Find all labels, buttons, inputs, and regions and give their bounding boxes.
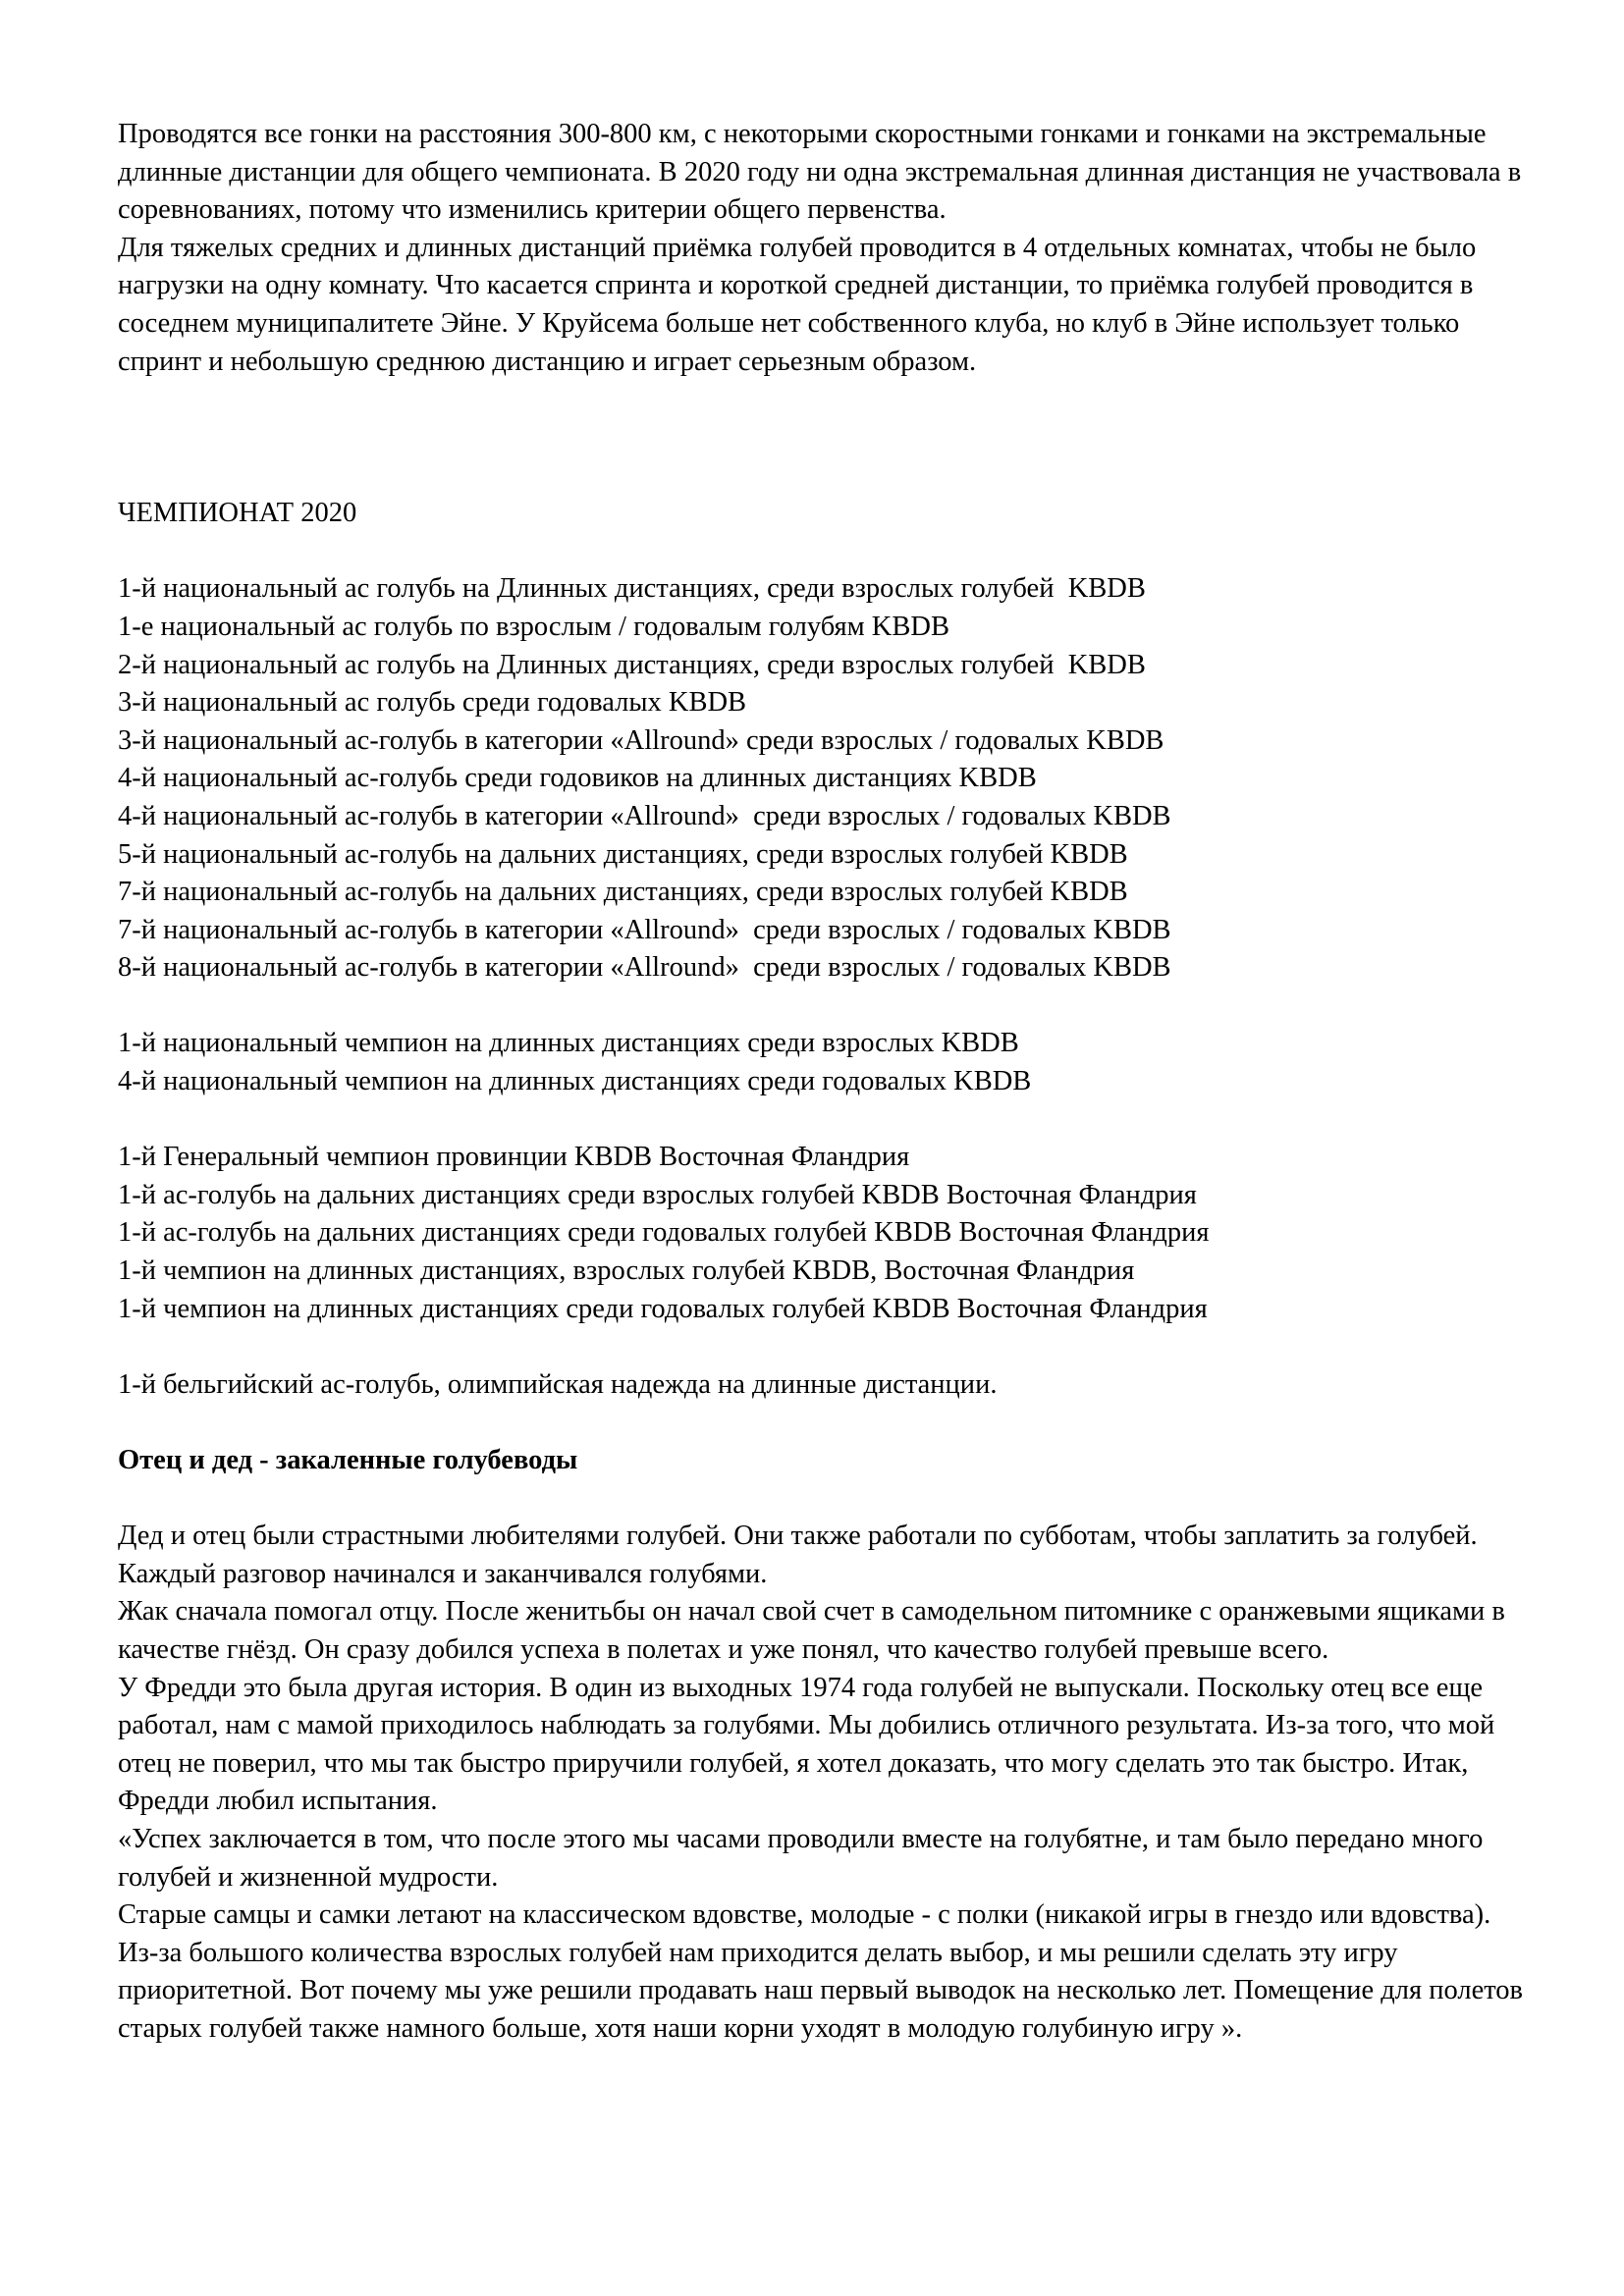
section-heading: Отец и дед - закаленные голубеводы [118,1445,578,1475]
body-paragraph: Старые самцы и самки летают на классическом вдовстве, молодые - с полки (никакой игры в гнездо или вдовства). Из-за большого количества взрослых голубей нам приходится делать выбор, и мы решили сделать эту игру приоритетной. Вот почему мы уже решили продавать наш первый выводок на несколько лет. Помещение для полетов старых голубей также намного больше, хотя наши корни уходят в молодую голубиную игру ». [118,1899,1524,2044]
spacer [118,1404,1532,1442]
body-paragraph: Жак сначала помогал отцу. После женитьбы он начал свой счет в самодельном питомнике с оранжевыми ящиками в качестве гнёзд. Он сразу добился успеха в полетах и уже понял, что качество голубей превыше всего. [118,1596,1505,1665]
intro-paragraph: Проводятся все гонки на расстояния 300-800 км, с некоторыми скоростными гонками и гонками на экстремальные длинные дистанции для общего чемпионата. В 2020 году ни одна экстремальная длинная дистанция не участвовала в соревнованиях, потому что изменились критерии общего первенства. [118,119,1522,226]
list-item: 4-й национальный ас-голубь в категории «Allround» среди взрослых / годовалых KBDB [118,800,1171,831]
spacer [118,1328,1532,1366]
list-item: 1-й национальный чемпион на длинных дистанциях среди взрослых KBDB [118,1028,1019,1059]
body-paragraph: «Успех заключается в том, что после этого мы часами проводили вместе на голубятне, и там было передано много голубей и жизненной мудрости. [118,1823,1484,1893]
list-item: 4-й национальный ас-голубь среди годовиков на длинных дистанциях KBDB [118,763,1037,794]
section-body [118,1518,1532,2048]
list-item: 1-й ас-голубь на дальних дистанциях среди годовалых голубей KBDB Восточная Фландрия [118,1217,1210,1249]
list-item: 4-й национальный чемпион на длинных дистанциях среди годовалых KBDB [118,1066,1032,1097]
list-item: 8-й национальный ас-голубь в категории «Allround» среди взрослых / годовалых KBDB [118,952,1171,984]
list-item: 1-й Генеральный чемпион провинции KBDB Восточная Фландрия [118,1142,910,1173]
spacer [118,1101,1532,1140]
list-item: 1-й национальный ас голубь на Длинных дистанциях, среди взрослых голубей KBDB [118,573,1146,605]
champion-list [118,1025,1532,1100]
spacer [118,1480,1532,1519]
list-item: 3-й национальный ас-голубь в категории «Allround» среди взрослых / годовалых KBDB [118,724,1164,756]
intro-paragraph: Для тяжелых средних и длинных дистанций приёмка голубей проводится в 4 отдельных комнатах, чтобы не было нагрузки на одну комнату. Что касается спринта и короткой средней дистанции, то приёмка голубей проводится в соседнем муниципалитете Эйне. У Круйсема больше нет собственного клуба, но клуб в Эйне использует только спринт и небольшую среднюю дистанцию и играет серьезным образом. [118,232,1477,377]
championship-title: ЧЕМПИОНАТ 2020 [118,498,357,529]
olympic-line: 1-й бельгийский ас-голубь, олимпийская надежда на длинные дистанции. [118,1368,998,1400]
list-item: 1-е национальный ас голубь по взрослым / годовалым голубям KBDB [118,611,949,642]
list-item: 1-й чемпион на длинных дистанциях среди годовалых голубей KBDB Восточная Фландрия [118,1293,1208,1324]
list-item: 1-й ас-голубь на дальних дистанциях среди взрослых голубей KBDB Восточная Фландрия [118,1179,1197,1210]
list-item: 3-й национальный ас голубь среди годовалых KBDB [118,687,747,719]
list-item: 5-й национальный ас-голубь на дальних дистанциях, среди взрослых голубей KBDB [118,838,1128,870]
body-paragraph: У Фредди это была другая история. В один из выходных 1974 года голубей не выпускали. Поскольку отец все еще работал, нам с мамой приходилось наблюдать за голубями. Мы добились отличного результата. Из-за того, что мой отец не поверил, что мы так быстро приручили голубей, я хотел доказать, что могу сделать это так быстро. Итак, Фредди любил испытания. [118,1672,1495,1817]
spacer [118,381,1532,495]
ace-list [118,570,1532,988]
list-item: 1-й чемпион на длинных дистанциях, взрослых голубей KBDB, Восточная Фландрия [118,1255,1135,1287]
document-page [118,116,1532,2049]
body-paragraph: Дед и отец были страстными любителями голубей. Они также работали по субботам, чтобы заплатить за голубей. Каждый разговор начинался и заканчивался голубями. [118,1521,1478,1589]
list-item: 2-й национальный ас голубь на Длинных дистанциях, среди взрослых голубей KBDB [118,649,1146,680]
spacer [118,533,1532,571]
province-list [118,1139,1532,1328]
list-item: 7-й национальный ас-голубь на дальних дистанциях, среди взрослых голубей KBDB [118,877,1128,908]
spacer [118,988,1532,1026]
list-item: 7-й национальный ас-голубь в категории «Allround» среди взрослых / годовалых KBDB [118,914,1171,945]
